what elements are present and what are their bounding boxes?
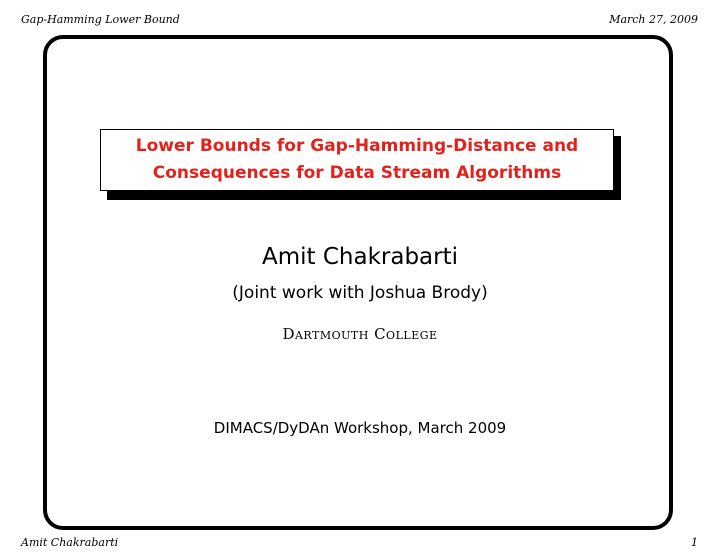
footer-author: Amit Chakrabarti [21, 536, 119, 549]
title-line-1: Lower Bounds for Gap-Hamming-Distance and [135, 136, 579, 156]
page-number: 1 [691, 536, 698, 549]
header-date: March 27, 2009 [609, 13, 698, 26]
institution-name: Dartmouth College [282, 325, 438, 343]
author-name: Amit Chakrabarti [261, 244, 459, 270]
title-line-2: Consequences for Data Stream Algorithms [152, 163, 562, 183]
collaboration-note: (Joint work with Joshua Brody) [232, 283, 488, 303]
title-box [100, 129, 614, 191]
event-name: DIMACS/DyDAn Workshop, March 2009 [213, 419, 507, 437]
header-title: Gap-Hamming Lower Bound [21, 13, 180, 26]
